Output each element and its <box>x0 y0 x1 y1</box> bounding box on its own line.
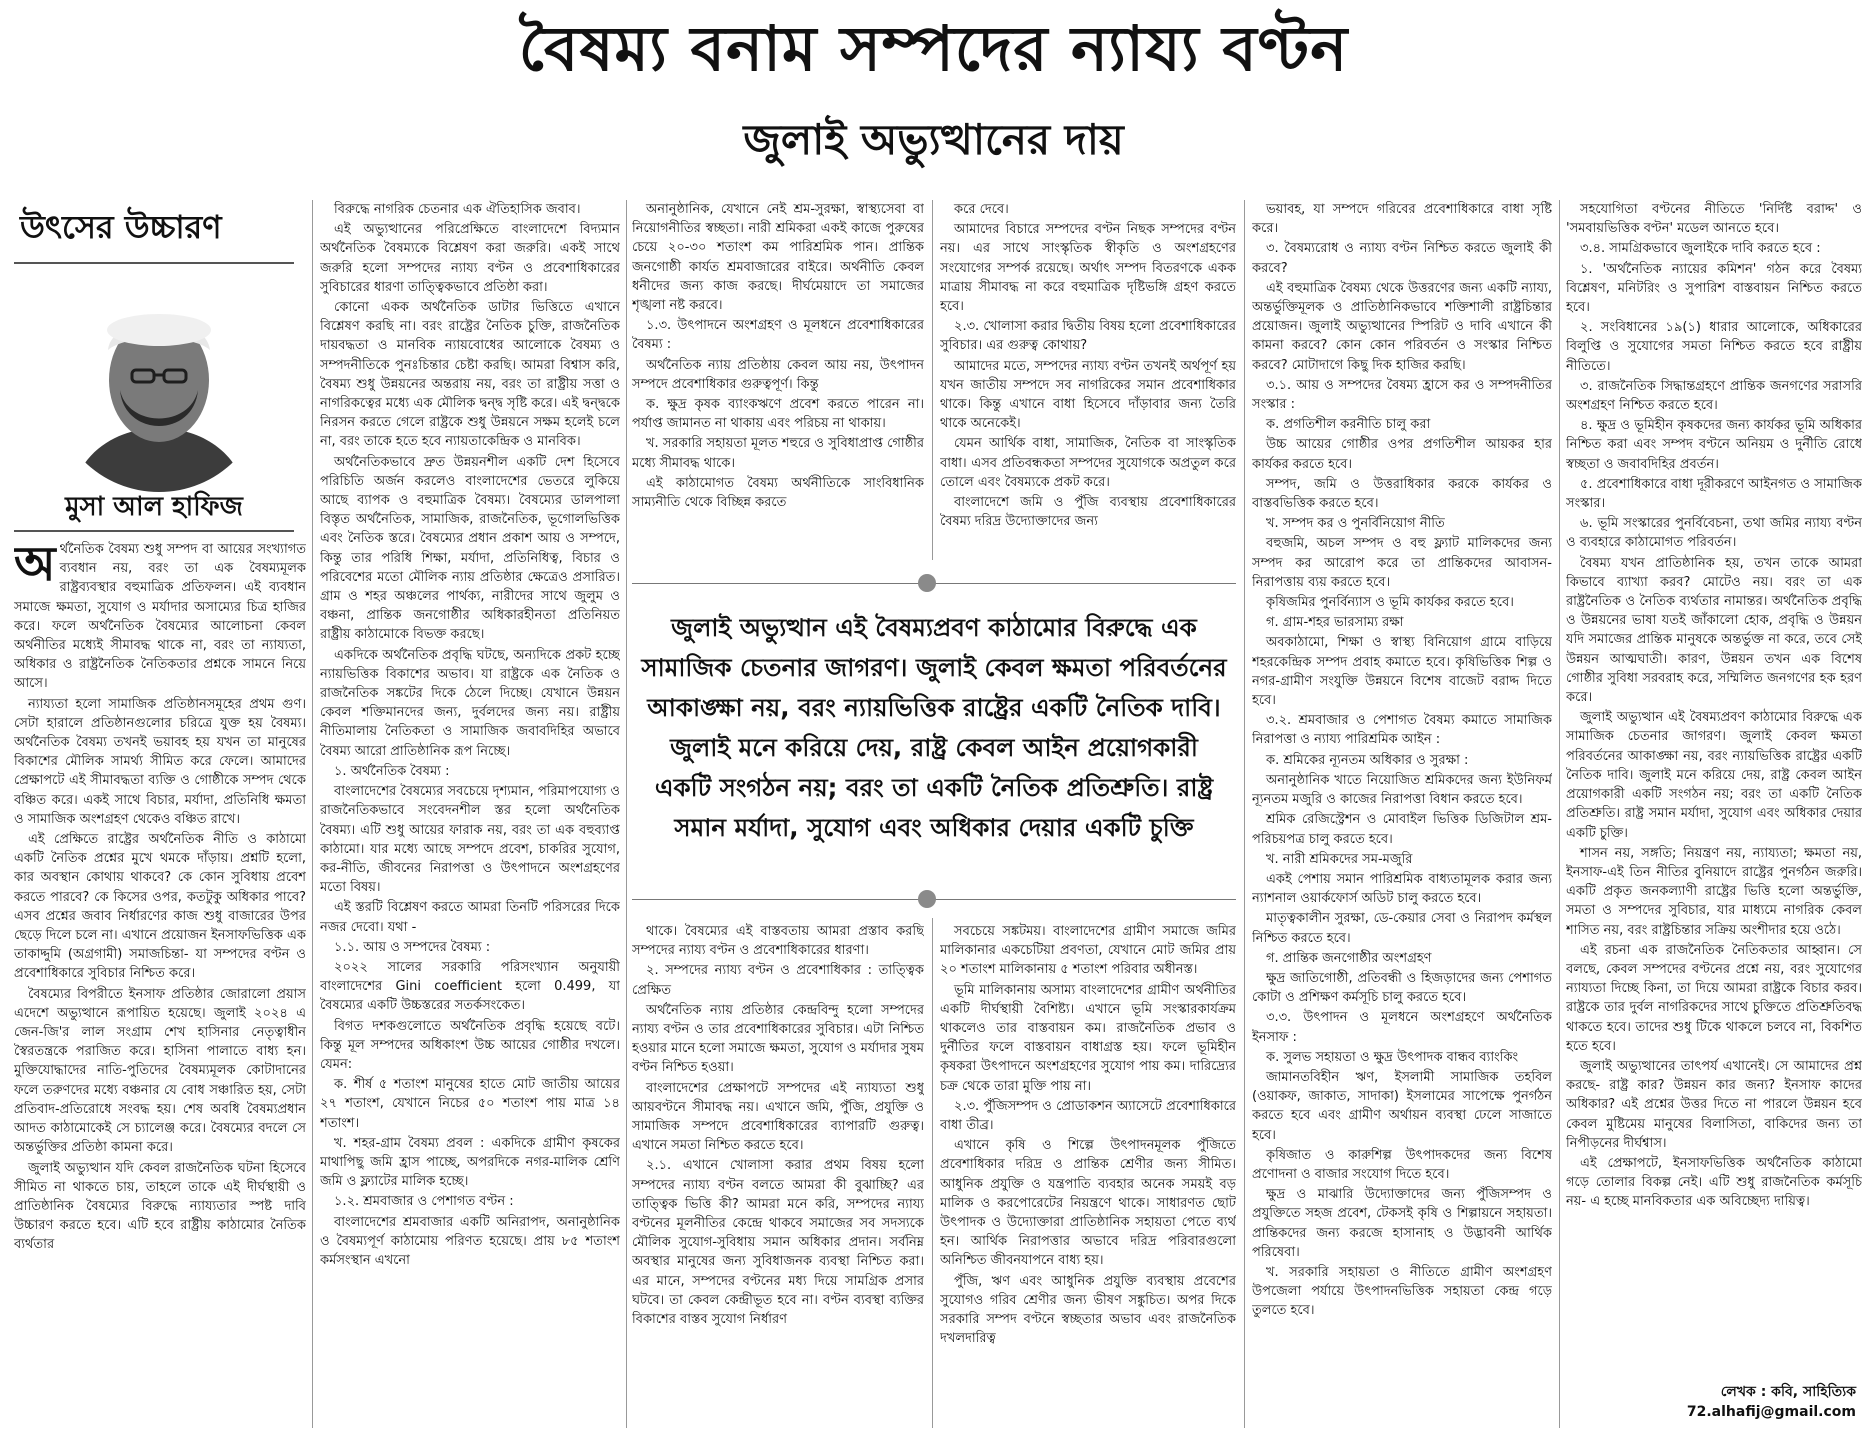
byline-role: লেখক : কবি, সাহিত্যিক <box>1720 1384 1856 1400</box>
article-paragraph: অনানুষ্ঠানিক খাতে নিয়োজিত শ্রমিকদের জন্য ইউনিফর্ম ন্যূনতম মজুরি ও কাজের নিরাপত্তা বিধান করতে হবে। <box>1252 772 1552 808</box>
article-paragraph: ৩. রাজনৈতিক সিদ্ধান্তগ্রহণে প্রান্তিক জনগণের সরাসরি অংশগ্রহণ নিশ্চিত করতে হবে। <box>1566 378 1862 414</box>
article-paragraph: এই অভ্যুত্থানের পরিপ্রেক্ষিতে বাংলাদেশে বিদ্যমান অর্থনৈতিক বৈষম্যকে বিশ্লেষণ করা জরুরি। একই সাথে জরুরি হলো সম্পদের ন্যায্য বণ্টন ও প্রবেশাধিকারের সুবিচারের ধারণা তাত্ত্বিকভাবে প্রতিষ্ঠা করা। <box>320 222 620 295</box>
article-paragraph: ভূমি মালিকানায় অসাম্য বাংলাদেশের গ্রামীণ অর্থনীতির একটি দীর্ঘস্থায়ী বৈশিষ্ট্য। এখানে ভূমি সংস্কারকার্যক্রম থাকলেও তার বাস্তবায়ন কম। রাজনৈতিক প্রভাব ও দুর্নীতির ফলে বাস্তবায়ন বাধাগ্রস্ত হয়। ফলে ভূমিহীন কৃষকরা উৎপাদনে অংশগ্রহণের সুযোগ পায় কম। দারিদ্র্যের চক্র থেকে তারা মুক্তি পায় না। <box>940 982 1236 1094</box>
article-paragraph: করে দেবে। <box>954 202 1009 217</box>
article-paragraph: অর্থনৈতিক ন্যায় প্রতিষ্ঠার কেন্দ্রবিন্দু হলো সম্পদের ন্যায্য বণ্টন ও তার প্রবেশাধিকারের সুবিচার। এটা নিশ্চিত হওয়ার মানে হলো সমাজে ক্ষমতা, সুযোগ ও মর্যাদার সুষম বণ্টন নিশ্চিত হওয়া। <box>632 1002 924 1076</box>
article-paragraph: জামানতবিহীন ঋণ, ইসলামী সামাজিক তহবিল (ওয়াকফ, জাকাত, সাদাকা) ইসলামের সাপেক্ষে পুনর্গঠন করতে হবে এবং গ্রামীণ অর্থায়ন ব্যবস্থা ঢেলে সাজাতে হবে। <box>1252 1069 1552 1143</box>
article-paragraph: ২.৩. পুঁজিসম্পদ ও প্রোডাকশন অ্যাসেটে প্রবেশাধিকারে বাধা তীব্র। <box>940 1098 1236 1134</box>
article-paragraph: অনানুষ্ঠানিক, যেখানে নেই শ্রম-সুরক্ষা, স্বাস্থ্যসেবা বা নিয়োগনীতির স্বচ্ছতা। নারী শ্রমিকরা একই কাজে পুরুষের চেয়ে ২০-৩০ শতাংশ কম পারিশ্রমিক পান। প্রান্তিক জনগোষ্ঠী কার্যত শ্রমবাজারের বাইরে। অর্থনীতি কেবল ধনীদের জন্য কাজ করছে। দীর্ঘমেয়াদে তা সমাজের শৃঙ্খলা নষ্ট করবে। <box>632 202 924 314</box>
article-paragraph: ১.৩. উৎপাদনে অংশগ্রহণ ও মূলধনে প্রবেশাধিকারের বৈষম্য : <box>632 318 924 353</box>
article-paragraph: ন্যায্যতা হলো সামাজিক প্রতিষ্ঠানসমূহের প্রথম গুণ। সেটা হারালে প্রতিষ্ঠানগুলোর চরিত্রে যুক্ত হয় বৈষম্য। অর্থনৈতিক বৈষম্য তখনই ভয়াবহ হয় যখন তা মানুষের বিকাশের মৌলিক সামর্থ্য সীমিত করে ফেলে। আমাদের প্রেক্ষাপটে এই সীমাবদ্ধতা ব্যক্তি ও গোষ্ঠীকে সম্পদ থেকে বঞ্চিত করে। একই সাথে বিচার, মর্যাদা, প্রতিনিধি ক্ষমতা ও সামাজিক অংশগ্রহণ থেকেও বঞ্চিত রাখে। <box>14 696 306 827</box>
article-paragraph: এখানে কৃষি ও শিল্পে উৎপাদনমূলক পুঁজিতে প্রবেশাধিকার দরিদ্র ও প্রান্তিক শ্রেণীর জন্য সীমিত। আধুনিক প্রযুক্তি ও যন্ত্রপাতি ব্যবহার অনেক সময়ই বড় মালিক ও করপোরেটের নিয়ন্ত্রণে থাকে। সাধারণত ছোট উৎপাদক ও উদ্যোক্তারা প্রাতিষ্ঠানিক সহায়তা পেতে ব্যর্থ হন। আর্থিক নিরাপত্তার অভাবে দরিদ্র পরিবারগুলো অনিশ্চিত জীবনযাপনে বাধ্য হয়। <box>940 1138 1236 1269</box>
column-title: উৎসের উচ্চারণ <box>20 208 222 246</box>
article-paragraph: উচ্চ আয়ের গোষ্ঠীর ওপর প্রগতিশীল আয়কর হার কার্যকর করতে হবে। <box>1252 437 1552 472</box>
column-divider <box>626 200 627 1428</box>
article-paragraph: সম্পদ, জমি ও উত্তরাধিকার করকে কার্যকর ও বাস্তবভিত্তিক করতে হবে। <box>1252 476 1552 512</box>
author-photo <box>52 278 266 492</box>
article-paragraph: ক্ষুদ্র ও মাঝারি উদ্যোক্তাদের জন্য পুঁজিসম্পদ ও প্রযুক্তিতে সহজ প্রবেশ, টেকসই কৃষি ও শিল্পায়নে সহায়তা। প্রান্তিকদের জন্য করজে হাসানাহ ও উদ্ভাবনী আর্থিক পরিষেবা। <box>1252 1187 1552 1260</box>
article-paragraph: খ. নারী শ্রমিকদের সম-মজুরি <box>1266 851 1413 867</box>
byline <box>1566 1382 1856 1422</box>
article-paragraph: পুঁজি, ঋণ এবং আধুনিক প্রযুক্তি ব্যবস্থায় প্রবেশের সুযোগও গরিব শ্রেণীর জন্য ভীষণ সঙ্কুচিত। অপর দিকে সরকারি সম্পদ বণ্টনে স্বচ্ছতার অভাব এবং রাজনৈতিক দখলদারিত্ব <box>940 1273 1236 1347</box>
article-column-3-lower <box>632 922 924 1428</box>
article-paragraph: এই স্তরটি বিশ্লেষণ করতে আমরা তিনটি পরিসরের দিকে নজর দেবো। যথা - <box>320 900 620 935</box>
article-paragraph: ২০২২ সালের সরকারি পরিসংখ্যান অনুযায়ী বাংলাদেশের Gini coefficient হলো 0.499, যা বৈষম্যের একটি উচ্চস্তরের সতর্কসংকেত। <box>320 959 620 1014</box>
article-column-4-lower <box>940 922 1236 1428</box>
article-paragraph: থাকে। বৈষম্যের এই বাস্তবতায় আমরা প্রস্তাব করছি সম্পদের ন্যায্য বণ্টন ও প্রবেশাধিকারের ধারণা। <box>632 924 924 959</box>
article-paragraph: ১.১. আয় ও সম্পদের বৈষম্য : <box>334 939 491 955</box>
article-paragraph: ক. ক্ষুদ্র কৃষক ব্যাংকঋণে প্রবেশ করতে পারেন না। পর্যাপ্ত জামানত না থাকায় এবং পরিচয় না থাকায়। <box>632 397 924 432</box>
pull-quote-text: জুলাই অভ্যুত্থান এই বৈষম্যপ্রবণ কাঠামোর বিরুদ্ধে এক সামাজিক চেতনার জাগরণ। জুলাই কেবল ক্ষমতা পরিবর্তনের আকাঙ্ক্ষা নয়, বরং ন্যায়ভিত্তিক রাষ্ট্রের একটি নৈতিক দাবি। জুলাই মনে করিয়ে দেয়, রাষ্ট্র কেবল আইন প্রয়োগকারী একটি সংগঠন নয়; বরং তা একটি নৈতিক প্রতিশ্রুতি। রাষ্ট্র সমান মর্যাদা, সুযোগ এবং অধিকার দেয়ার একটি চুক্তি <box>641 613 1227 842</box>
article-column-5 <box>1252 200 1552 1428</box>
article-paragraph: অর্থনৈতিকভাবে দ্রুত উন্নয়নশীল একটি দেশ হিসেবে পরিচিতি অর্জন করলেও বাংলাদেশের ভেতরে লুকিয়ে আছে ব্যাপক ও বহুমাত্রিক বৈষম্য। বৈষম্যের ডালপালা বিস্তৃত অর্থনৈতিক, সামাজিক, রাজনৈতিক, ভূগোলভিত্তিক এবং নৈতিক স্তরে। বৈষম্যের প্রধান প্রকাশ আয় ও সম্পদে, কিন্তু তার পরিধি শিক্ষা, মর্যাদা, প্রতিনিধিত্ব, বিচার ও পরিবেশের মতো মৌলিক ন্যায় প্রতিষ্ঠার ক্ষেত্রেও প্রসারিত। গ্রাম ও শহর অঞ্চলের পার্থক্য, নারীদের সাথে জুলুম ও বঞ্চনা, প্রান্তিক জনগোষ্ঠীর অধিকারহীনতা প্রতিনিয়ত রাষ্ট্রীয় কাঠামোকে বিভক্ত করছে। <box>320 454 620 643</box>
article-column-4 <box>940 200 1236 556</box>
column-divider <box>932 200 933 560</box>
article-paragraph: বহুজমি, অচল সম্পদ ও বহু ফ্ল্যাট মালিকদের জন্য সম্পদ কর আরোপ করে তা প্রান্তিকদের আবাসন-নিরাপত্তায় ব্যয় করতে হবে। <box>1252 536 1552 590</box>
article-paragraph: ভয়াবহ, যা সম্পদে গরিবের প্রবেশাধিকারে বাধা সৃষ্টি করে। <box>1252 202 1552 237</box>
article-paragraph: বাংলাদেশের প্রেক্ষাপটে সম্পদের এই ন্যায্যতা শুধু আয়বণ্টনে সীমাবদ্ধ নয়। এখানে জমি, পুঁজি, প্রযুক্তি ও সামাজিক সম্পদে প্রবেশাধিকারের ব্যাপারটি গুরুত্ব। এখানে সমতা নিশ্চিত করতে হবে। <box>632 1080 924 1154</box>
article-paragraph: ১.২. শ্রমবাজার ও পেশাগত বণ্টন : <box>334 1194 514 1210</box>
article-paragraph: বিগত দশকগুলোতে অর্থনৈতিক প্রবৃদ্ধি হয়েছে বটে। কিন্তু মূল সম্পদের অধিকাংশ উচ্চ আয়ের গোষ্ঠীর দখলে। যেমন: <box>320 1018 620 1072</box>
article-paragraph: ৩.২. শ্রমবাজার ও পেশাগত বৈষম্য কমাতে সামাজিক নিরাপত্তা ও ন্যায্য পারিশ্রমিক আইন : <box>1252 713 1552 748</box>
author-name: মুসা আল হাফিজ <box>65 492 243 522</box>
article-paragraph: মাতৃত্বকালীন সুরক্ষা, ডে-কেয়ার সেবা ও নিরাপদ কর্মস্থল নিশ্চিত করতে হবে। <box>1252 911 1552 946</box>
article-paragraph: আমাদের বিচারে সম্পদের বণ্টন নিছক সম্পদের বণ্টন নয়। এর সাথে সাংস্কৃতিক স্বীকৃতি ও অংশগ্রহণের সংযোগের সম্পর্ক রয়েছে। অর্থাৎ সম্পদ বিতরণকে একক মাত্রায় সীমাবদ্ধ না করে বহুমাত্রিক দৃষ্টিভঙ্গি গ্রহণ করতে হবে। <box>940 222 1236 315</box>
article-paragraph: ৩.৩. উৎপাদন ও মূলধনে অংশগ্রহণে অর্থনৈতিক ইনসাফ : <box>1252 1010 1552 1045</box>
article-paragraph: ৩.৪. সামগ্রিকভাবে জুলাইকে দাবি করতে হবে : <box>1580 241 1821 257</box>
article-column-3 <box>632 200 924 556</box>
article-paragraph: বাংলাদেশের শ্রমবাজার একটি অনিরাপদ, অনানুষ্ঠানিক ও বৈষম্যপূর্ণ কাঠামোয় পরিণত হয়েছে। প্রায় ৮৫ শতাংশ কর্মসংস্থান এখনো <box>320 1214 620 1268</box>
article-paragraph: এই প্রেক্ষিতে রাষ্ট্রের অর্থনৈতিক নীতি ও কাঠামো একটি নৈতিক প্রশ্নের মুখে থমকে দাঁড়ায়। প্রশ্নটি হলো, কার অবস্থান কোথায় থাকবে? কে কোন সুবিধায় প্রবেশ করতে পারবে? কে কিসের ওপর, কতটুকু অধিকার পাবে? এসব প্রশ্নের জবাব নির্ধারণের কাজ শুধু বাজারের উপর ছেড়ে দিলে চলে না। এখানে প্রয়োজন ইনসাফভিত্তিক এক তাকাদ্দুমি (অগ্রগামী) সমাজচিন্তা- যা সম্পদের বণ্টন ও প্রবেশাধিকারে সুবিচার নিশ্চিত করে। <box>14 832 306 982</box>
article-paragraph: ২.৩. খোলাসা করার দ্বিতীয় বিষয় হলো প্রবেশাধিকারের সুবিচার। এর গুরুত্ব কোথায়? <box>940 319 1236 354</box>
article-paragraph: সহযোগিতা বণ্টনের নীতিতে 'নির্দিষ্ট বরাদ্দ' ও 'সমবায়ভিত্তিক বণ্টন' মডেল আনতে হবে। <box>1566 202 1862 237</box>
article-paragraph: জুলাই অভ্যুত্থান যদি কেবল রাজনৈতিক ঘটনা হিসেবে সীমিত না থাকতে চায়, তাহলে তাকে এই দীর্ঘস্থায়ী ও প্রাতিষ্ঠানিক বৈষম্যের বিরুদ্ধে ন্যায্যতার স্পষ্ট দাবি উচ্চারণ করতে হবে। এটি হবে রাষ্ট্রীয় কাঠামোর নৈতিক ব্যর্থতার <box>14 1160 306 1253</box>
article-paragraph: সবচেয়ে সঙ্কটময়। বাংলাদেশের গ্রামীণ সমাজে জমির মালিকানার একচেটিয়া প্রবণতা, যেখানে মোট জমির প্রায় ২০ শতাংশ মালিকানায় ৫ শতাংশ পরিবার অধীনস্ত। <box>940 924 1236 978</box>
article-paragraph: একদিকে অর্থনৈতিক প্রবৃদ্ধি ঘটছে, অন্যদিকে প্রকট হচ্ছে ন্যায়ভিত্তিক বিকাশের অভাব। যা রাষ্ট্রকে এক নৈতিক ও রাজনৈতিক সঙ্কটের দিকে ঠেলে দিচ্ছে। যেখানে উন্নয়ন কেবল শক্তিমানদের জন্য, দুর্বলদের জন্য নয়। রাষ্ট্রীয় নীতিমালায় নৈতিকতা ও সামাজিক জবাবদিহির অভাবে বৈষম্য আরো প্রাতিষ্ঠানিক রূপ নিচ্ছে। <box>320 647 620 759</box>
article-paragraph: গ. প্রান্তিক জনগোষ্ঠীর অংশগ্রহণ <box>1266 950 1432 966</box>
article-paragraph: খ. সরকারি সহায়তা ও নীতিতে গ্রামীণ অংশগ্রহণ উপজেলা পর্যায়ে উৎপাদনভিত্তিক সহায়তা কেন্দ্র গড়ে তুলতে হবে। <box>1252 1264 1552 1319</box>
article-paragraph: অর্থনৈতিক বৈষম্য শুধু সম্পদ বা আয়ের সংখ্যাগত ব্যবধান নয়, বরং তা এক বৈষম্যমূলক রাষ্ট্রব্যবস্থার বহুমাত্রিক প্রতিফলন। এই ব্যবধান সমাজে ক্ষমতা, সুযোগ ও মর্যাদার অসাম্যের চিত্র হাজির করে। ফলে অর্থনৈতিক বৈষম্যের আলোচনা কেবল অর্থনীতির মধ্যেই সীমাবদ্ধ থাকে না, বরং তা ন্যায্যতা, অধিকার ও রাষ্ট্রনৈতিক নৈতিকতার প্রশ্নকে সামনে নিয়ে আসে। <box>14 540 306 692</box>
article-paragraph: কৃষিজাত ও কারুশিল্প উৎপাদকদের জন্য বিশেষ প্রণোদনা ও বাজার সংযোগ দিতে হবে। <box>1252 1147 1552 1182</box>
column-divider <box>1559 200 1560 1428</box>
article-paragraph: কোনো একক অর্থনৈতিক ডাটার ভিত্তিতে এখানে বিশ্লেষণ করছি না। বরং রাষ্ট্রের নৈতিক চুক্তি, রাজনৈতিক দায়বদ্ধতা ও মানবিক ন্যায়বোধের আলোকে বৈষম্য ও সম্পদনীতিকে পুনঃচিন্তার চেষ্টা করছি। আমরা বিশ্বাস করি, বৈষম্য শুধু উন্নয়নের অন্তরায় নয়, বরং তা রাষ্ট্রীয় সত্তা ও নাগরিকত্বের মধ্যে এক মৌলিক দ্বন্দ্ব সৃষ্টি করে। এই দ্বন্দ্বকে নিরসন করতে গেলে রাষ্ট্রকে শুধু উন্নয়নে সক্ষম হলেই চলে না, বরং তাকে হতে হবে ন্যায়তাকেন্দ্রিক ও মানবিক। <box>320 300 620 450</box>
article-paragraph: ২. সংবিধানের ১৯(১) ধারার আলোকে, অধিকারের বিলুপ্তি ও সুযোগের সমতা নিশ্চিত করতে হবে রাষ্ট্রীয় নীতিতে। <box>1566 320 1862 374</box>
article-paragraph: বৈষম্য যখন প্রাতিষ্ঠানিক হয়, তখন তাকে আমরা কিভাবে ব্যাখ্যা করব? মোটেও নয়। বরং তা এক রাষ্ট্রনৈতিক ও নৈতিক ব্যর্থতার নামান্তর। অর্থনৈতিক প্রবৃদ্ধি ও উন্নয়নের ভাষা যতই জাঁকালো হোক, প্রবৃদ্ধি ও উন্নয়ন যদি সমাজের প্রান্তিক মানুষকে অন্তর্ভুক্ত না করে, তবে সেই উন্নয়ন আত্মঘাতী। কারণ, উন্নয়ন তখন এক বিশেষ গোষ্ঠীর সুবিধা সরবরাহ করে, সম্মিলিত জনগণের হক হরণ করে। <box>1566 555 1862 706</box>
article-paragraph: ৩.১. আয় ও সম্পদের বৈষম্য হ্রাসে কর ও সম্পদনীতির সংস্কার : <box>1252 377 1552 413</box>
article-paragraph: ২.১. এখানে খোলাসা করার প্রথম বিষয় হলো সম্পদের ন্যায্য বণ্টন বলতে আমরা কী বুঝাচ্ছি? এর তাত্ত্বিক ভিত্তি কী? আমরা মনে করি, সম্পদের ন্যায্য বণ্টনের মূলনীতির কেন্দ্রে থাকবে সমাজের সব সদস্যকে মৌলিক সুযোগ-সুবিধায় সমান অধিকার প্রদান। সর্বনিম্ন অবস্থার মানুষের জন্য সুবিধাজনক ব্যবস্থা নিশ্চিত করা। এর মানে, সম্পদের বণ্টনের মধ্য দিয়ে সামগ্রিক প্রসার ঘটবে। তা কেবল কেন্দ্রীভূত হবে না। বণ্টন ব্যবস্থা ব্যক্তির বিকাশের বাস্তব সুযোগ নির্ধারণ <box>632 1158 924 1328</box>
article-paragraph: জুলাই অভ্যুত্থান এই বৈষম্যপ্রবণ কাঠামোর বিরুদ্ধে এক সামাজিক চেতনার জাগরণ। জুলাই কেবল ক্ষমতা পরিবর্তনের আকাঙ্ক্ষা নয়, বরং ন্যায়ভিত্তিক রাষ্ট্রের একটি নৈতিক দাবি। জুলাই মনে করিয়ে দেয়, রাষ্ট্র কেবল আইন প্রয়োগকারী একটি সংগঠন নয়; বরং তা একটি নৈতিক প্রতিশ্রুতি। রাষ্ট্র সমান মর্যাদা, সুযোগ এবং অধিকার দেয়ার একটি চুক্তি। <box>1566 710 1862 841</box>
article-paragraph: কৃষিজমির পুনর্বিন্যাস ও ভূমি কার্যকর করতে হবে। <box>1266 595 1514 611</box>
article-column-1 <box>14 540 306 1428</box>
column-divider <box>1244 200 1245 1428</box>
article-paragraph: ১. 'অর্থনৈতিক ন্যায়ের কমিশন' গঠন করে বৈষম্য বিশ্লেষণ, মনিটরিং ও সুপারিশ বাস্তবায়ন নিশ্চিত করতে হবে। <box>1566 261 1862 316</box>
article-paragraph: ক. প্রগতিশীল করনীতি চালু করা <box>1266 417 1431 433</box>
article-paragraph: ১. অর্থনৈতিক বৈষম্য : <box>334 763 450 779</box>
article-paragraph: এই প্রেক্ষাপটে, ইনসাফভিত্তিক অর্থনৈতিক কাঠামো গড়ে তোলার বিকল্প নেই। এটি শুধু রাজনৈতিক কর্মসূচি নয়- এ হচ্ছে মানবিকতার এক অবিচ্ছেদ্য দায়িত্ব। <box>1566 1155 1862 1210</box>
article-paragraph: ক্ষুদ্র জাতিগোষ্ঠী, প্রতিবন্ধী ও হিজড়াদের জন্য পেশাগত কোটা ও প্রশিক্ষণ কর্মসূচি চালু করতে হবে। <box>1252 970 1552 1006</box>
article-paragraph: খ. সরকারি সহায়তা মূলত শহুরে ও সুবিধাপ্রাপ্ত গোষ্ঠীর মধ্যে সীমাবদ্ধ থাকে। <box>632 436 924 471</box>
article-paragraph: ক. শ্রমিকের ন্যূনতম অধিকার ও সুরক্ষা : <box>1266 752 1469 768</box>
column-divider <box>932 918 933 1428</box>
article-paragraph: বিরুদ্ধে নাগরিক চেতনার এক ঐতিহাসিক জবাব। <box>334 202 581 217</box>
article-paragraph: এই বহুমাত্রিক বৈষম্য থেকে উত্তরণের জন্য একটি ন্যায্য, অন্তর্ভুক্তিমূলক ও প্রাতিষ্ঠানিকভাবে শক্তিশালী রাষ্ট্রচিন্তার প্রয়োজন। জুলাই অভ্যুত্থানের স্পিরিট ও দাবি এখানে কী কামনা করবে? কোন কোন পরিবর্তন ও সংস্কার নিশ্চিত করবে? মোটাদাগে কিছু দিক হাজির করছি। <box>1252 280 1552 373</box>
article-paragraph: যেমন আর্থিক বাধা, সামাজিক, নৈতিক বা সাংস্কৃতিক বাধা। এসব প্রতিবন্ধকতা সম্পদের সুযোগকে অপ্রতুল করে তোলে এবং বৈষম্যকে প্রকট করে। <box>940 436 1236 490</box>
article-paragraph: অর্থনৈতিক ন্যায় প্রতিষ্ঠায় কেবল আয় নয়, উৎপাদন সম্পদে প্রবেশাধিকার গুরুত্বপূর্ণ। কিন্তু <box>632 357 924 392</box>
article-paragraph: শ্রমিক রেজিস্ট্রেশন ও মোবাইল ভিত্তিক ডিজিটাল শ্রম-পরিচয়পত্র চালু করতে হবে। <box>1252 812 1552 847</box>
article-paragraph: ২. সম্পদের ন্যায্য বণ্টন ও প্রবেশাধিকার : তাত্ত্বিক প্রেক্ষিত <box>632 963 924 998</box>
pull-quote-top-dot <box>918 574 936 592</box>
article-paragraph: গ. গ্রাম-শহর ভারসাম্য রক্ষা <box>1266 615 1404 631</box>
subheadline: জুলাই অভ্যুত্থানের দায় <box>743 115 1124 164</box>
byline-email: 72.alhafij@gmail.com <box>1686 1404 1856 1420</box>
article-paragraph: বাংলাদেশে জমি ও পুঁজি ব্যবস্থায় প্রবেশাধিকারের বৈষম্য দরিদ্র উদ্যোক্তাদের জন্য <box>940 495 1236 530</box>
article-paragraph: খ. শহর-গ্রাম বৈষম্য প্রবল : একদিকে গ্রামীণ কৃষকের মাথাপিছু জমি হ্রাস পাচ্ছে, অপরদিকে নগর-মালিক শ্রেণি জমি ও ফ্ল্যাটের মালিক হচ্ছে। <box>320 1135 620 1190</box>
article-paragraph: ৩. বৈষম্যরোধ ও ন্যায্য বণ্টন নিশ্চিত করতে জুলাই কী করবে? <box>1252 241 1552 276</box>
pull-quote-bottom-dot <box>918 890 936 908</box>
article-paragraph: আমাদের মতে, সম্পদের ন্যায্য বণ্টন তখনই অর্থপূর্ণ হয় যখন জাতীয় সম্পদে সব নাগরিকের সমান প্রবেশাধিকার থাকে। কিন্তু এখানে বাধা হিসেবে দাঁড়াবার জন্য তৈরি থাকে অনেকেই। <box>940 358 1236 432</box>
article-paragraph: বৈষম্যের বিপরীতে ইনসাফ প্রতিষ্ঠার জোরালো প্রয়াস এদেশে অভ্যুত্থানে রূপায়িত হয়েছে। জুলাই ২০২৪ এ জেন-জি'র লাল সংগ্রাম শেখ হাসিনার নেতৃত্বাধীন স্বৈরতন্ত্রকে পরাজিত করে। হাসিনা পালাতে বাধ্য হন। মুক্তিযোদ্ধাদের নাতি-পুতিদের বৈষম্যমূলক কোটাদানের ফলে তরুণদের মধ্যে বঞ্চনার যে বোধ সঞ্চারিত হয়, সেটা প্রতিবাদ-প্রতিরোধে সংবদ্ধ হয়। শেষ অবধি বৈষম্যপ্রধান আদত কাঠামোকেই সে চ্যালেঞ্জ করে। বৈষম্যের বদলে সে অন্তর্ভুক্তির প্রতিষ্ঠা কামনা করে। <box>14 986 306 1156</box>
article-paragraph: বাংলাদেশের বৈষম্যের সবচেয়ে দৃশ্যমান, পরিমাপযোগ্য ও রাজনৈতিকভাবে সংবেদনশীল স্তর হলো অর্থনৈতিক বৈষম্য। এটি শুধু আয়ের ফারাক নয়, বরং তা এক বহুব্যাপ্ত কাঠামো। যার মধ্যে আছে সম্পদে প্রবেশ, চাকরির সুযোগ, কর-নীতি, জীবনের নিরাপত্তা ও উৎপাদনে অংশগ্রহণের মতো বিষয়। <box>320 784 620 896</box>
article-paragraph: খ. সম্পদ কর ও পুনর্বিনিয়োগ নীতি <box>1266 516 1445 532</box>
article-paragraph: ক. সুলভ সহায়তা ও ক্ষুদ্র উৎপাদক বান্ধব ব্যাংকিং <box>1266 1049 1519 1065</box>
article-paragraph: ৬. ভূমি সংস্কারের পুনর্বিবেচনা, তথা জমির ন্যায্য বণ্টন ও ব্যবহারে কাঠামোগত পরিবর্তন। <box>1566 516 1862 551</box>
article-paragraph: ৫. প্রবেশাধিকারে বাধা দূরীকরণে আইনগত ও সামাজিক সংস্কার। <box>1566 476 1862 512</box>
headline: বৈষম্য বনাম সম্পদের ন্যায্য বণ্টন <box>518 12 1349 85</box>
article-paragraph: এই রচনা এক রাজনৈতিক নৈতিকতার আহ্বান। সে বলছে, কেবল সম্পদের বণ্টনের প্রশ্নে নয়, বরং সুযোগের ন্যায্যতা দিচ্ছে কিনা, তা দিয়ে আমরা রাষ্ট্রকে বিচার করব। রাষ্ট্রকে তার দুর্বল নাগরিকদের সাথে চুক্তিতে প্রতিশ্রুতিবদ্ধ থাকতে হবে। তাদের শুধু টিকে থাকলে চলবে না, বিকশিত হতে হবে। <box>1566 942 1862 1054</box>
article-paragraph: শাসন নয়, সঙ্গতি; নিয়ন্ত্রণ নয়, ন্যায্যতা; ক্ষমতা নয়, ইনসাফ-এই তিন নীতির বুনিয়াদে রাষ্ট্রের পুনর্গঠন জরুরি। একটি প্রকৃত জনকল্যাণী রাষ্ট্রের ভিত্তি হলো অন্তর্ভুক্তি, সমতা ও সম্পদের সুবিচার, যার মাধ্যমে নাগরিক কেবল শাসিত নয়, বরং রাষ্ট্রচিন্তার সক্রিয় অংশীদার হয়ে ওঠে। <box>1566 845 1862 938</box>
article-column-2 <box>320 200 620 1428</box>
article-paragraph: অবকাঠামো, শিক্ষা ও স্বাস্থ্য বিনিয়োগ গ্রামে বাড়িয়ে শহরকেন্দ্রিক সম্পদ প্রবাহ কমাতে হবে। কৃষিভিত্তিক শিল্প ও নগর-গ্রামীণ সংযুক্তি উন্নয়নে বিশেষ বাজেট বরাদ্দ দিতে হবে। <box>1252 635 1552 709</box>
author-divider <box>14 530 294 532</box>
article-paragraph: জুলাই অভ্যুত্থানের তাৎপর্য এখানেই। সে আমাদের প্রশ্ন করছে- রাষ্ট্র কার? উন্নয়ন কার জন্য? ইনসাফ কাদের অধিকার? এই প্রশ্নের উত্তর দিতে না পারলে উন্নয়ন হবে কেবল মুষ্টিমেয় মানুষের বিলাসিতা, বাকিদের জন্য তা নিপীড়নের দীর্ঘশ্বাস। <box>1566 1058 1862 1151</box>
article-paragraph: ক. শীর্ষ ৫ শতাংশ মানুষের হাতে মোট জাতীয় আয়ের ২৭ শতাংশ, যেখানে নিচের ৫০ শতাংশ পায় মাত্র ১৪ শতাংশ। <box>320 1077 620 1131</box>
column-title-divider <box>14 262 294 264</box>
article-paragraph: এই কাঠামোগত বৈষম্য অর্থনীতিকে সাংবিধানিক সাম্যনীতি থেকে বিচ্ছিন্ন করতে <box>632 475 924 511</box>
article-paragraph: ৪. ক্ষুদ্র ও ভূমিহীন কৃষকদের জন্য কার্যকর ভূমি অধিকার নিশ্চিত করা এবং সম্পদ বণ্টনে অনিয়ম ও দুর্নীতি রোধে স্বচ্ছতা ও জবাবদিহির প্রবর্তন। <box>1566 418 1862 472</box>
drop-cap: অ <box>14 540 56 592</box>
article-column-6 <box>1566 200 1862 1428</box>
pull-quote <box>632 566 1236 906</box>
article-paragraph: একই পেশায় সমান পারিশ্রমিক বাধ্যতামূলক করার জন্য ন্যাশনাল ওয়ার্কফোর্স অডিট চালু করতে হবে। <box>1252 871 1552 907</box>
column-divider <box>312 200 313 1428</box>
